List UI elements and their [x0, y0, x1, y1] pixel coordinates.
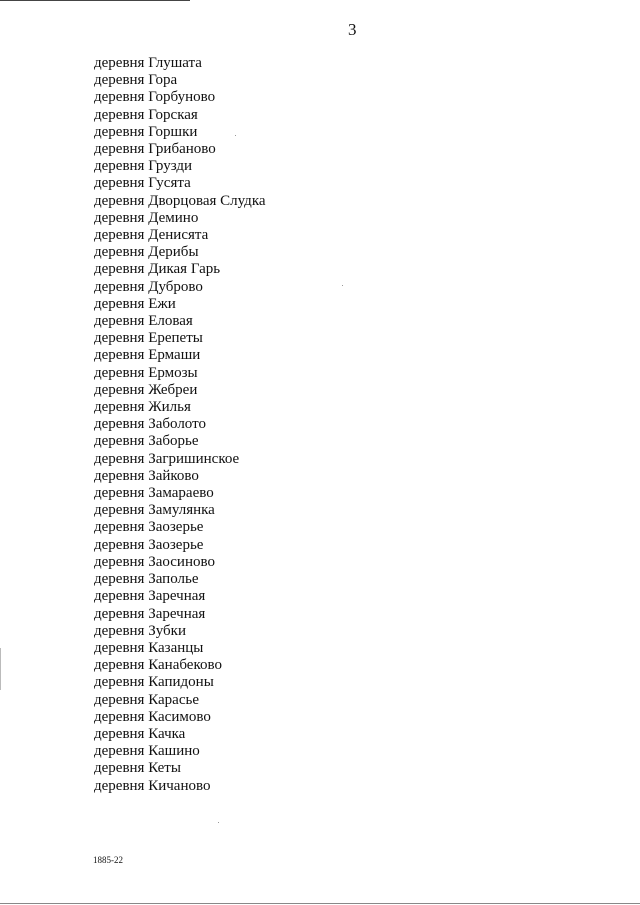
village-list-item: деревня Дикая Гарь: [94, 261, 221, 278]
village-list-item: деревня Ермозы: [94, 364, 198, 381]
scan-speck: [342, 285, 343, 286]
village-list-item: деревня Дерибы: [94, 244, 199, 261]
village-list-item: деревня Денисята: [94, 227, 209, 244]
village-list-item: деревня Загришинское: [94, 450, 240, 467]
village-list-item: деревня Горшки: [94, 123, 198, 140]
village-list-item: деревня Капидоны: [94, 674, 214, 691]
village-list-item: деревня Жебреи: [94, 381, 198, 398]
village-list-item: деревня Карасье: [94, 691, 199, 708]
village-list-item: деревня Заборье: [94, 433, 199, 450]
village-list-item: деревня Заполье: [94, 571, 199, 588]
village-list-item: деревня Заболото: [94, 416, 206, 433]
village-list-item: деревня Ежи: [94, 295, 176, 312]
village-list-item: деревня Дуброво: [94, 278, 203, 295]
village-list-item: деревня Дворцовая Слудка: [94, 192, 266, 209]
village-list-item: деревня Заозерье: [94, 519, 204, 536]
village-list-item: деревня Зубки: [94, 622, 186, 639]
village-list-item: деревня Гусята: [94, 175, 191, 192]
village-list-item: деревня Замулянка: [94, 502, 215, 519]
village-list-item: деревня Кашино: [94, 743, 200, 760]
village-list-item: деревня Зайково: [94, 467, 199, 484]
village-list-item: деревня Канабеково: [94, 657, 222, 674]
document-code: 1885-22: [93, 855, 123, 865]
village-list-item: деревня Заозерье: [94, 536, 204, 553]
village-list-item: деревня Качка: [94, 725, 186, 742]
village-list-item: деревня Ерепеты: [94, 330, 203, 347]
village-list: [94, 55, 266, 795]
village-list-item: деревня Гора: [94, 72, 178, 89]
left-scan-marks: [0, 648, 3, 690]
village-list-item: деревня Грузди: [94, 158, 193, 175]
village-list-item: деревня Жилья: [94, 399, 191, 416]
village-list-item: деревня Заречная: [94, 605, 206, 622]
village-list-item: деревня Ермаши: [94, 347, 201, 364]
village-list-item: деревня Демино: [94, 209, 199, 226]
village-list-item: деревня Казанцы: [94, 639, 204, 656]
village-list-item: деревня Заречная: [94, 588, 206, 605]
village-list-item: деревня Заосиново: [94, 553, 215, 570]
village-list-item: деревня Горбуново: [94, 89, 216, 106]
village-list-item: деревня Кичаново: [94, 777, 211, 794]
village-list-item: деревня Грибаново: [94, 141, 216, 158]
village-list-item: деревня Кеты: [94, 760, 181, 777]
bottom-edge-line: [0, 903, 640, 904]
scan-speck: [235, 135, 236, 136]
village-list-item: деревня Горская: [94, 106, 198, 123]
top-edge-line: [0, 0, 190, 1]
village-list-item: деревня Глушата: [94, 55, 202, 71]
village-list-item: деревня Касимово: [94, 708, 211, 725]
scan-speck: [218, 822, 219, 823]
village-list-item: деревня Замараево: [94, 485, 214, 502]
village-list-item: деревня Еловая: [94, 313, 193, 330]
page-number: 3: [348, 20, 357, 39]
